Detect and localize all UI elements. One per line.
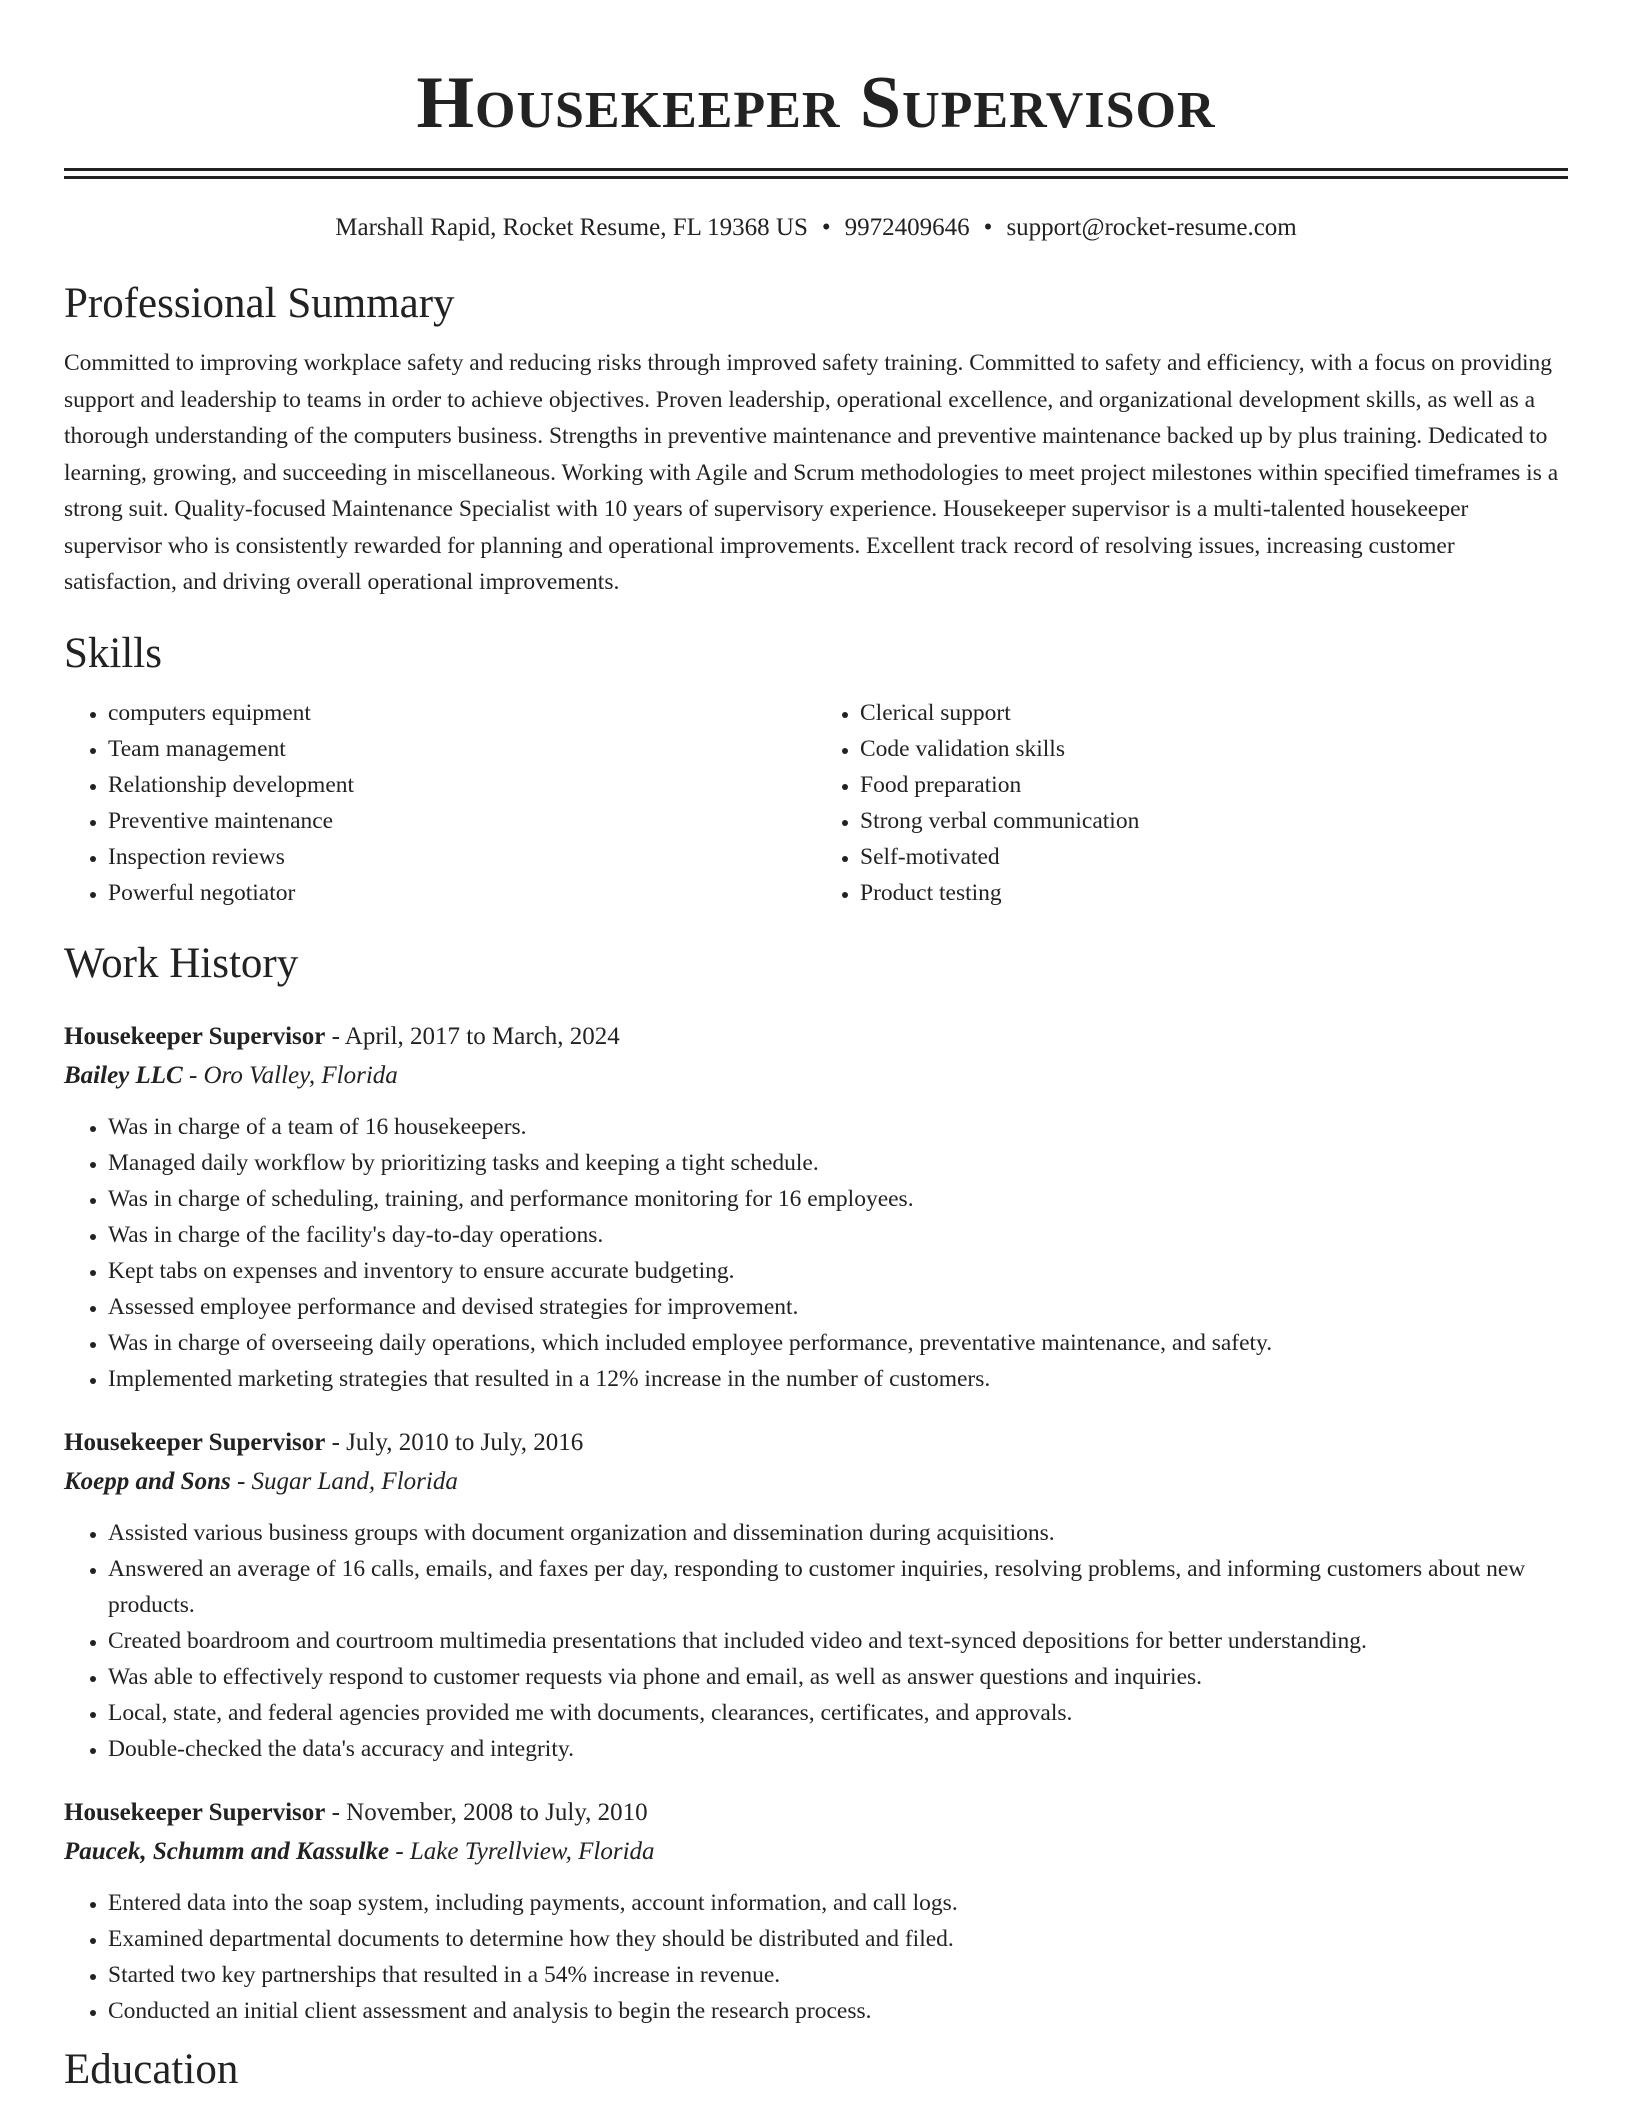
job-title-line <box>64 1793 1568 1833</box>
job-bullet: • Kept tabs on expenses and inventory to ensure accurate budgeting. <box>108 1253 1568 1289</box>
job-title: Housekeeper Supervisor <box>64 1428 326 1456</box>
contact-separator: • <box>821 214 831 241</box>
summary-heading: Professional Summary <box>64 280 455 327</box>
job-title: Housekeeper Supervisor <box>64 1798 326 1826</box>
skills-list-right <box>816 695 1568 911</box>
skill-item: • Preventive maintenance <box>108 803 816 839</box>
job-entry <box>64 1423 1568 1767</box>
job-bullet: • Was in charge of overseeing daily operations, which included employee performance, preventative maintenance, and safety. <box>108 1325 1568 1361</box>
skills-heading: Skills <box>64 629 162 677</box>
job-location: - Sugar Land, Florida <box>236 1467 458 1495</box>
job-company-line <box>64 1057 1568 1095</box>
job-bullet: • Started two key partnerships that resulted in a 54% increase in revenue. <box>108 1957 1568 1993</box>
skill-item: • Team management <box>108 731 816 767</box>
work-history-heading: Work History <box>64 939 299 987</box>
contact-address: Marshall Rapid, Rocket Resume, FL 19368 US <box>335 214 808 241</box>
job-bullet: • Was in charge of a team of 16 housekeepers. <box>108 1109 1568 1145</box>
job-bullet: • Was in charge of the facility's day-to-day operations. <box>108 1217 1568 1253</box>
job-bullet: • Implemented marketing strategies that resulted in a 12% increase in the number of customers. <box>108 1361 1568 1397</box>
resume-content <box>64 0 1568 2095</box>
skill-item: • Food preparation <box>860 767 1568 803</box>
job-bullet: • Answered an average of 16 calls, emails, and faxes per day, responding to customer inquiries, resolving problems, and informing customers about new products. <box>108 1551 1568 1623</box>
job-bullet: • Was able to effectively respond to customer requests via phone and email, as well as answer questions and inquiries. <box>108 1659 1568 1695</box>
job-title-line <box>64 1017 1568 1057</box>
job-bullet: • Double-checked the data's accuracy and integrity. <box>108 1731 1568 1767</box>
skill-item: • Inspection reviews <box>108 839 816 875</box>
education-heading: Education <box>64 2045 239 2093</box>
job-bullet: • Conducted an initial client assessment and analysis to begin the research process. <box>108 1993 1568 2029</box>
job-bullet: • Managed daily workflow by prioritizing tasks and keeping a tight schedule. <box>108 1145 1568 1181</box>
skill-item: • Self-motivated <box>860 839 1568 875</box>
job-bullet: • Examined departmental documents to determine how they should be distributed and filed. <box>108 1921 1568 1957</box>
job-bullet: • Assisted various business groups with document organization and dissemination during acquisitions. <box>108 1515 1568 1551</box>
contact-phone: 9972409646 <box>844 214 970 241</box>
skills-list-left <box>64 695 816 911</box>
job-bullet: • Created boardroom and courtroom multimedia presentations that included video and text-synced depositions for better understanding. <box>108 1623 1568 1659</box>
job-company-line <box>64 1833 1568 1871</box>
skill-item: • computers equipment <box>108 695 816 731</box>
skill-item: • Strong verbal communication <box>860 803 1568 839</box>
title-divider-bottom <box>64 176 1568 179</box>
job-dates: - April, 2017 to March, 2024 <box>331 1022 620 1050</box>
job-company: Koepp and Sons <box>64 1467 231 1495</box>
contact-email: support@rocket-resume.com <box>1006 214 1297 241</box>
job-company: Paucek, Schumm and Kassulke <box>64 1837 390 1865</box>
job-company-line <box>64 1463 1568 1501</box>
job-bullets <box>64 1515 1568 1767</box>
job-location: - Oro Valley, Florida <box>188 1061 398 1089</box>
job-company: Bailey LLC <box>64 1061 183 1089</box>
job-bullet: • Entered data into the soap system, including payments, account information, and call logs. <box>108 1885 1568 1921</box>
job-dates: - November, 2008 to July, 2010 <box>331 1798 648 1826</box>
summary-text: Committed to improving workplace safety and reducing risks through improved safety training. Committed to safety and efficiency, with a focus on providing support and leadership to teams in order to achieve objectives. Proven leadership, operational excellence, and organizational development skills, as well as a thorough understanding of the computers business. Strengths in preventive maintenance and preventive maintenance backed up by plus training. Dedicated to learning, growing, and succeeding in miscellaneous. Working with Agile and Scrum methodologies to meet project milestones within specified timeframes is a strong suit. Quality-focused Maintenance Specialist with 10 years of supervisory experience. Housekeeper supervisor is a multi-talented housekeeper supervisor who is consistently rewarded for planning and operational improvements. Excellent track record of resolving issues, increasing customer satisfaction, and driving overall operational improvements. <box>64 350 1559 595</box>
job-entry <box>64 1017 1568 1397</box>
contact-separator: • <box>983 214 993 241</box>
job-entry <box>64 1793 1568 2029</box>
job-title-line <box>64 1423 1568 1463</box>
job-bullet: • Local, state, and federal agencies provided me with documents, clearances, certificates, and approvals. <box>108 1695 1568 1731</box>
title-divider-top <box>64 168 1568 171</box>
job-location: - Lake Tyrellview, Florida <box>395 1837 655 1865</box>
skills-columns <box>64 695 1568 911</box>
job-title: Housekeeper Supervisor <box>64 1022 326 1050</box>
skill-item: • Relationship development <box>108 767 816 803</box>
skill-item: • Product testing <box>860 875 1568 911</box>
resume-title: Housekeeper Supervisor <box>416 62 1216 144</box>
job-bullet: • Assessed employee performance and devised strategies for improvement. <box>108 1289 1568 1325</box>
job-bullets <box>64 1885 1568 2029</box>
skill-item: • Clerical support <box>860 695 1568 731</box>
job-bullet: • Was in charge of scheduling, training, and performance monitoring for 16 employees. <box>108 1181 1568 1217</box>
skill-item: • Powerful negotiator <box>108 875 816 911</box>
job-dates: - July, 2010 to July, 2016 <box>331 1428 584 1456</box>
skill-item: • Code validation skills <box>860 731 1568 767</box>
contact-line <box>64 213 1568 243</box>
job-bullets <box>64 1109 1568 1397</box>
